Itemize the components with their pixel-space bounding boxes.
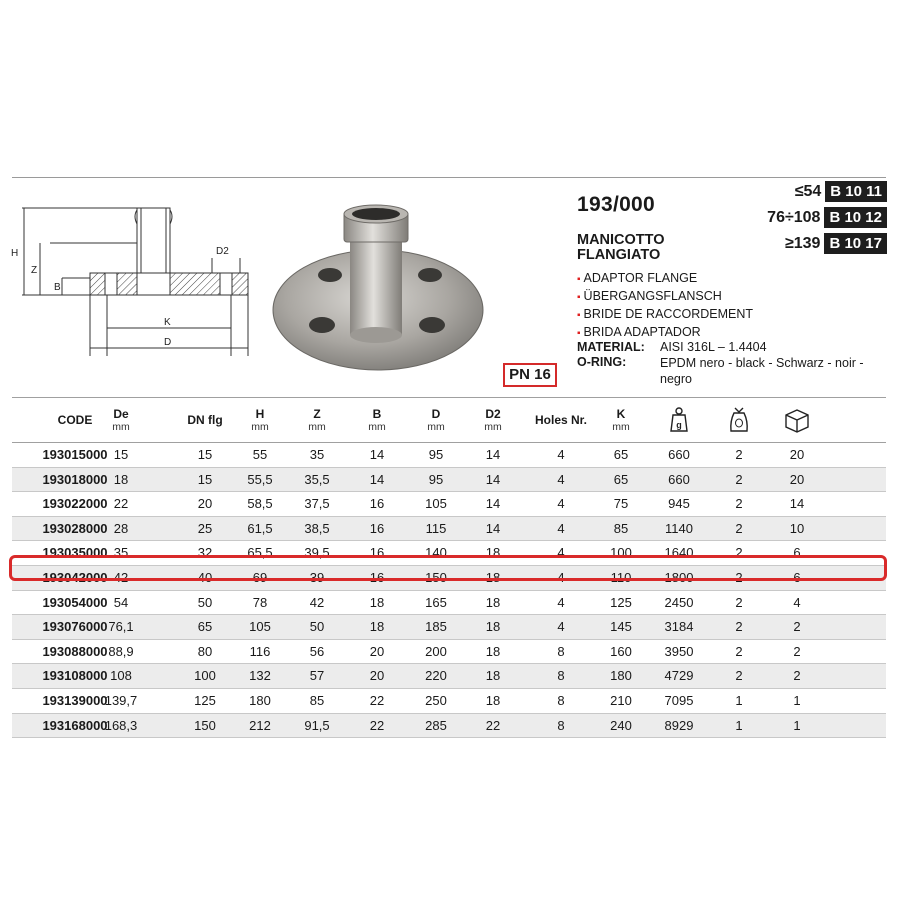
table-cell: 6 (793, 569, 801, 585)
table-cell: 100 (194, 668, 216, 684)
table-row (12, 615, 886, 640)
table-row (12, 541, 886, 566)
header-label: CODE (57, 412, 93, 427)
bag-icon (729, 406, 749, 434)
table-cell: 18 (485, 569, 501, 585)
translation-en: ▪ ADAPTOR FLANGE (577, 270, 753, 288)
header-label: K (616, 406, 626, 421)
table-cell: 2 (735, 569, 743, 585)
header-unit: mm (484, 420, 502, 433)
table-row (12, 664, 886, 689)
table-cell: 65 (613, 447, 629, 462)
table-cell: 18 (369, 619, 385, 635)
label-d2: D2 (216, 246, 229, 257)
header-unit: mm (612, 420, 630, 433)
table-cell: 3950 (664, 643, 694, 659)
table-cell: 61,5 (247, 520, 273, 536)
table-header (12, 397, 886, 443)
header-label: Z (313, 406, 321, 421)
header-col-10 (654, 398, 704, 442)
table-cell: 20 (789, 447, 805, 462)
top-rule (12, 177, 886, 178)
header-label: De (113, 406, 129, 421)
table-cell: 1 (793, 717, 801, 733)
table-cell: 69 (252, 569, 268, 585)
table-cell: 20 (369, 643, 385, 659)
table-cell: 2 (793, 668, 801, 684)
table-cell: 145 (610, 619, 632, 635)
table-cell: 6 (793, 545, 801, 561)
table-cell: 180 (610, 668, 632, 684)
table-row (12, 591, 886, 616)
table-cell: 165 (425, 594, 447, 610)
table-cell: 57 (309, 668, 325, 684)
table-cell: 16 (369, 569, 385, 585)
product-code-title: 193/000 (577, 193, 656, 216)
size-code-badge: B 10 17 (824, 233, 887, 254)
table-cell: 4 (557, 619, 565, 635)
product-name-italian: MANICOTTO FLANGIATO (577, 232, 665, 263)
table-cell: 250 (425, 692, 447, 708)
table-cell: 115 (425, 520, 447, 536)
header-unit: mm (251, 420, 269, 433)
table-cell: 95 (428, 471, 444, 487)
table-cell: 78 (252, 594, 268, 610)
table-cell: 2 (735, 619, 743, 635)
table-cell: 14 (485, 471, 501, 487)
table-cell: 105 (249, 619, 271, 635)
article-code-cell: 193022000 (42, 496, 108, 512)
table-cell: 18 (485, 545, 501, 561)
table-cell: 58,5 (247, 496, 273, 512)
header-label: DN flg (187, 412, 223, 427)
label-z: Z (31, 265, 38, 276)
table-cell: 14 (789, 496, 805, 512)
size-code-list (717, 180, 887, 258)
label-h: H (11, 248, 19, 259)
size-range: ≥139 (784, 234, 821, 252)
table-cell: 18 (485, 619, 501, 635)
table-cell: 28 (113, 520, 129, 536)
header-col-2 (173, 398, 237, 442)
header-label: H (255, 406, 265, 421)
table-cell: 35,5 (304, 471, 330, 487)
table-cell: 150 (194, 717, 216, 733)
table-cell: 108 (110, 668, 132, 684)
table-cell: 210 (610, 692, 632, 708)
article-code-cell: 193076000 (42, 619, 108, 635)
table-cell: 1140 (665, 520, 693, 536)
header-unit: mm (112, 420, 130, 433)
table-cell: 140 (425, 545, 447, 561)
size-code-row (717, 206, 887, 229)
size-code-row (717, 232, 887, 255)
table-cell: 14 (369, 447, 385, 462)
header-col-4 (292, 398, 342, 442)
table-cell: 2 (735, 594, 743, 610)
box-icon (783, 407, 811, 433)
table-cell: 945 (668, 496, 690, 512)
table-cell: 18 (369, 594, 385, 610)
table-cell: 2 (793, 619, 801, 635)
header-col-3 (235, 398, 285, 442)
translation-de: ▪ ÜBERGANGSFLANSCH (577, 288, 753, 306)
table-cell: 35 (113, 545, 129, 561)
table-cell: 285 (425, 717, 447, 733)
table-cell: 8 (557, 692, 565, 708)
oring-label: O-RING: (577, 355, 627, 369)
table-cell: 25 (197, 520, 213, 536)
dimensions-table (12, 397, 886, 738)
size-code-badge: B 10 11 (825, 181, 887, 202)
table-cell: 212 (249, 717, 271, 733)
table-cell: 54 (113, 594, 129, 610)
table-cell: 2450 (664, 594, 694, 610)
table-cell: 4729 (664, 668, 694, 684)
table-row (12, 492, 886, 517)
table-cell: 22 (369, 717, 385, 733)
table-cell: 125 (194, 692, 216, 708)
table-row (12, 689, 886, 714)
table-cell: 4 (557, 545, 565, 561)
table-cell: 22 (485, 717, 501, 733)
table-body (12, 443, 886, 738)
article-code-cell: 193028000 (42, 520, 108, 536)
table-cell: 4 (557, 447, 565, 462)
table-cell: 42 (309, 594, 325, 610)
table-cell: 38,5 (304, 520, 330, 536)
translation-fr: ▪ BRIDE DE RACCORDEMENT (577, 306, 753, 324)
table-row (12, 517, 886, 542)
table-cell: 4 (557, 520, 565, 536)
product-photo (270, 198, 488, 373)
table-cell: 2 (735, 447, 743, 462)
article-code-cell: 193139000 (42, 692, 108, 708)
table-cell: 16 (369, 496, 385, 512)
table-cell: 35 (309, 447, 325, 462)
table-cell: 16 (369, 545, 385, 561)
table-cell: 2 (735, 643, 743, 659)
table-cell: 42 (113, 569, 129, 585)
table-cell: 125 (610, 594, 632, 610)
table-cell: 91,5 (304, 717, 330, 733)
table-cell: 2 (735, 496, 743, 512)
article-code-cell: 193054000 (42, 594, 108, 610)
table-cell: 160 (610, 643, 632, 659)
table-cell: 65,5 (247, 545, 273, 561)
table-cell: 10 (789, 520, 805, 536)
table-cell: 22 (369, 692, 385, 708)
table-row (12, 566, 886, 591)
table-cell: 15 (197, 471, 213, 487)
table-cell: 139,7 (104, 692, 138, 708)
table-cell: 168,3 (104, 717, 138, 733)
table-cell: 8 (557, 668, 565, 684)
article-code-cell: 193018000 (42, 471, 108, 487)
table-row (12, 640, 886, 665)
table-cell: 2 (735, 520, 743, 536)
table-cell: 660 (668, 471, 690, 487)
table-cell: 37,5 (304, 496, 330, 512)
table-cell: 39 (309, 569, 325, 585)
label-b: B (54, 282, 61, 293)
table-cell: 14 (485, 496, 501, 512)
table-cell: 1640 (664, 545, 694, 561)
table-cell: 40 (197, 569, 213, 585)
article-code-cell: 193042000 (42, 569, 108, 585)
table-cell: 3184 (664, 619, 694, 635)
table-cell: 20 (369, 668, 385, 684)
table-cell: 116 (249, 643, 271, 659)
table-cell: 18 (485, 643, 501, 659)
table-cell: 2 (735, 471, 743, 487)
table-cell: 55 (252, 447, 268, 462)
dimension-drawing (10, 198, 272, 358)
table-cell: 65 (197, 619, 213, 635)
header-col-12 (767, 398, 827, 442)
table-cell: 14 (369, 471, 385, 487)
size-range: 76÷108 (767, 208, 821, 226)
oring-value: EPDM nero - black - Schwarz - noir - negro (660, 356, 864, 386)
table-cell: 56 (309, 643, 325, 659)
table-cell: 16 (369, 520, 385, 536)
header-col-1 (96, 398, 146, 442)
table-cell: 95 (428, 447, 444, 462)
header-label: B (372, 406, 382, 421)
header-col-7 (468, 398, 518, 442)
header-unit: mm (368, 420, 386, 433)
table-cell: 20 (789, 471, 805, 487)
article-code-cell: 193035000 (42, 545, 108, 561)
table-cell: 105 (425, 496, 447, 512)
table-cell: 1 (735, 717, 743, 733)
table-cell: 132 (249, 668, 271, 684)
table-cell: 100 (610, 545, 632, 561)
table-cell: 2 (735, 545, 743, 561)
table-cell: 4 (557, 594, 565, 610)
article-code-cell: 193015000 (42, 447, 108, 462)
table-cell: 4 (793, 594, 801, 610)
table-cell: 80 (197, 643, 213, 659)
table-cell: 1 (735, 692, 743, 708)
table-cell: 55,5 (247, 471, 273, 487)
table-cell: 20 (197, 496, 213, 512)
weight-icon (670, 407, 688, 433)
table-cell: 88,9 (108, 643, 134, 659)
svg-text:g: g (676, 420, 682, 430)
header-col-11 (709, 398, 769, 442)
table-cell: 660 (668, 447, 690, 462)
table-cell: 4 (557, 471, 565, 487)
table-cell: 8 (557, 643, 565, 659)
table-cell: 8 (557, 717, 565, 733)
table-cell: 50 (197, 594, 213, 610)
table-cell: 85 (309, 692, 325, 708)
article-code-cell: 193108000 (42, 668, 108, 684)
label-d: D (164, 337, 172, 348)
table-cell: 240 (610, 717, 632, 733)
table-cell: 14 (485, 520, 501, 536)
header-label: D2 (485, 406, 501, 421)
product-translations (577, 270, 753, 342)
size-range: ≤54 (794, 182, 822, 200)
table-cell: 4 (557, 569, 565, 585)
material-label: MATERIAL: (577, 340, 645, 354)
table-cell: 15 (197, 447, 213, 462)
table-cell: 22 (113, 496, 129, 512)
table-cell: 32 (197, 545, 213, 561)
table-cell: 50 (309, 619, 325, 635)
table-cell: 65 (613, 471, 629, 487)
table-row (12, 714, 886, 739)
header-col-6 (410, 398, 462, 442)
table-cell: 39,5 (304, 545, 330, 561)
table-cell: 110 (610, 569, 632, 585)
table-cell: 18 (485, 668, 501, 684)
table-cell: 1 (793, 692, 801, 708)
table-cell: 4 (557, 496, 565, 512)
translation-es: ▪ BRIDA ADAPTADOR (577, 324, 753, 342)
table-cell: 8929 (664, 717, 694, 733)
table-row (12, 443, 886, 468)
table-cell: 18 (485, 594, 501, 610)
table-cell: 15 (113, 447, 129, 462)
table-cell: 18 (113, 471, 129, 487)
header-unit: mm (427, 420, 445, 433)
article-code-cell: 193168000 (42, 717, 108, 733)
table-cell: 18 (485, 692, 501, 708)
table-cell: 75 (613, 496, 629, 512)
table-cell: 2 (793, 643, 801, 659)
pressure-badge: PN 16 (503, 363, 557, 387)
label-k: K (164, 317, 171, 328)
article-code-cell: 193088000 (42, 643, 108, 659)
table-row (12, 468, 886, 493)
header-col-5 (352, 398, 402, 442)
table-cell: 85 (613, 520, 629, 536)
table-cell: 7095 (664, 692, 694, 708)
table-cell: 2 (735, 668, 743, 684)
table-cell: 180 (249, 692, 271, 708)
size-code-row (717, 180, 887, 203)
header-col-8 (525, 398, 597, 442)
size-code-badge: B 10 12 (824, 207, 887, 228)
header-unit: mm (308, 420, 326, 433)
table-cell: 200 (425, 643, 447, 659)
header-label: D (431, 406, 441, 421)
table-cell: 220 (425, 668, 447, 684)
table-cell: 76,1 (108, 619, 134, 635)
header-label: Holes Nr. (534, 412, 588, 427)
header-col-9 (592, 398, 650, 442)
table-cell: 14 (485, 447, 501, 462)
table-cell: 1800 (664, 569, 694, 585)
table-cell: 185 (425, 619, 447, 635)
material-value: AISI 316L – 1.4404 (660, 340, 767, 354)
table-cell: 150 (425, 569, 447, 585)
